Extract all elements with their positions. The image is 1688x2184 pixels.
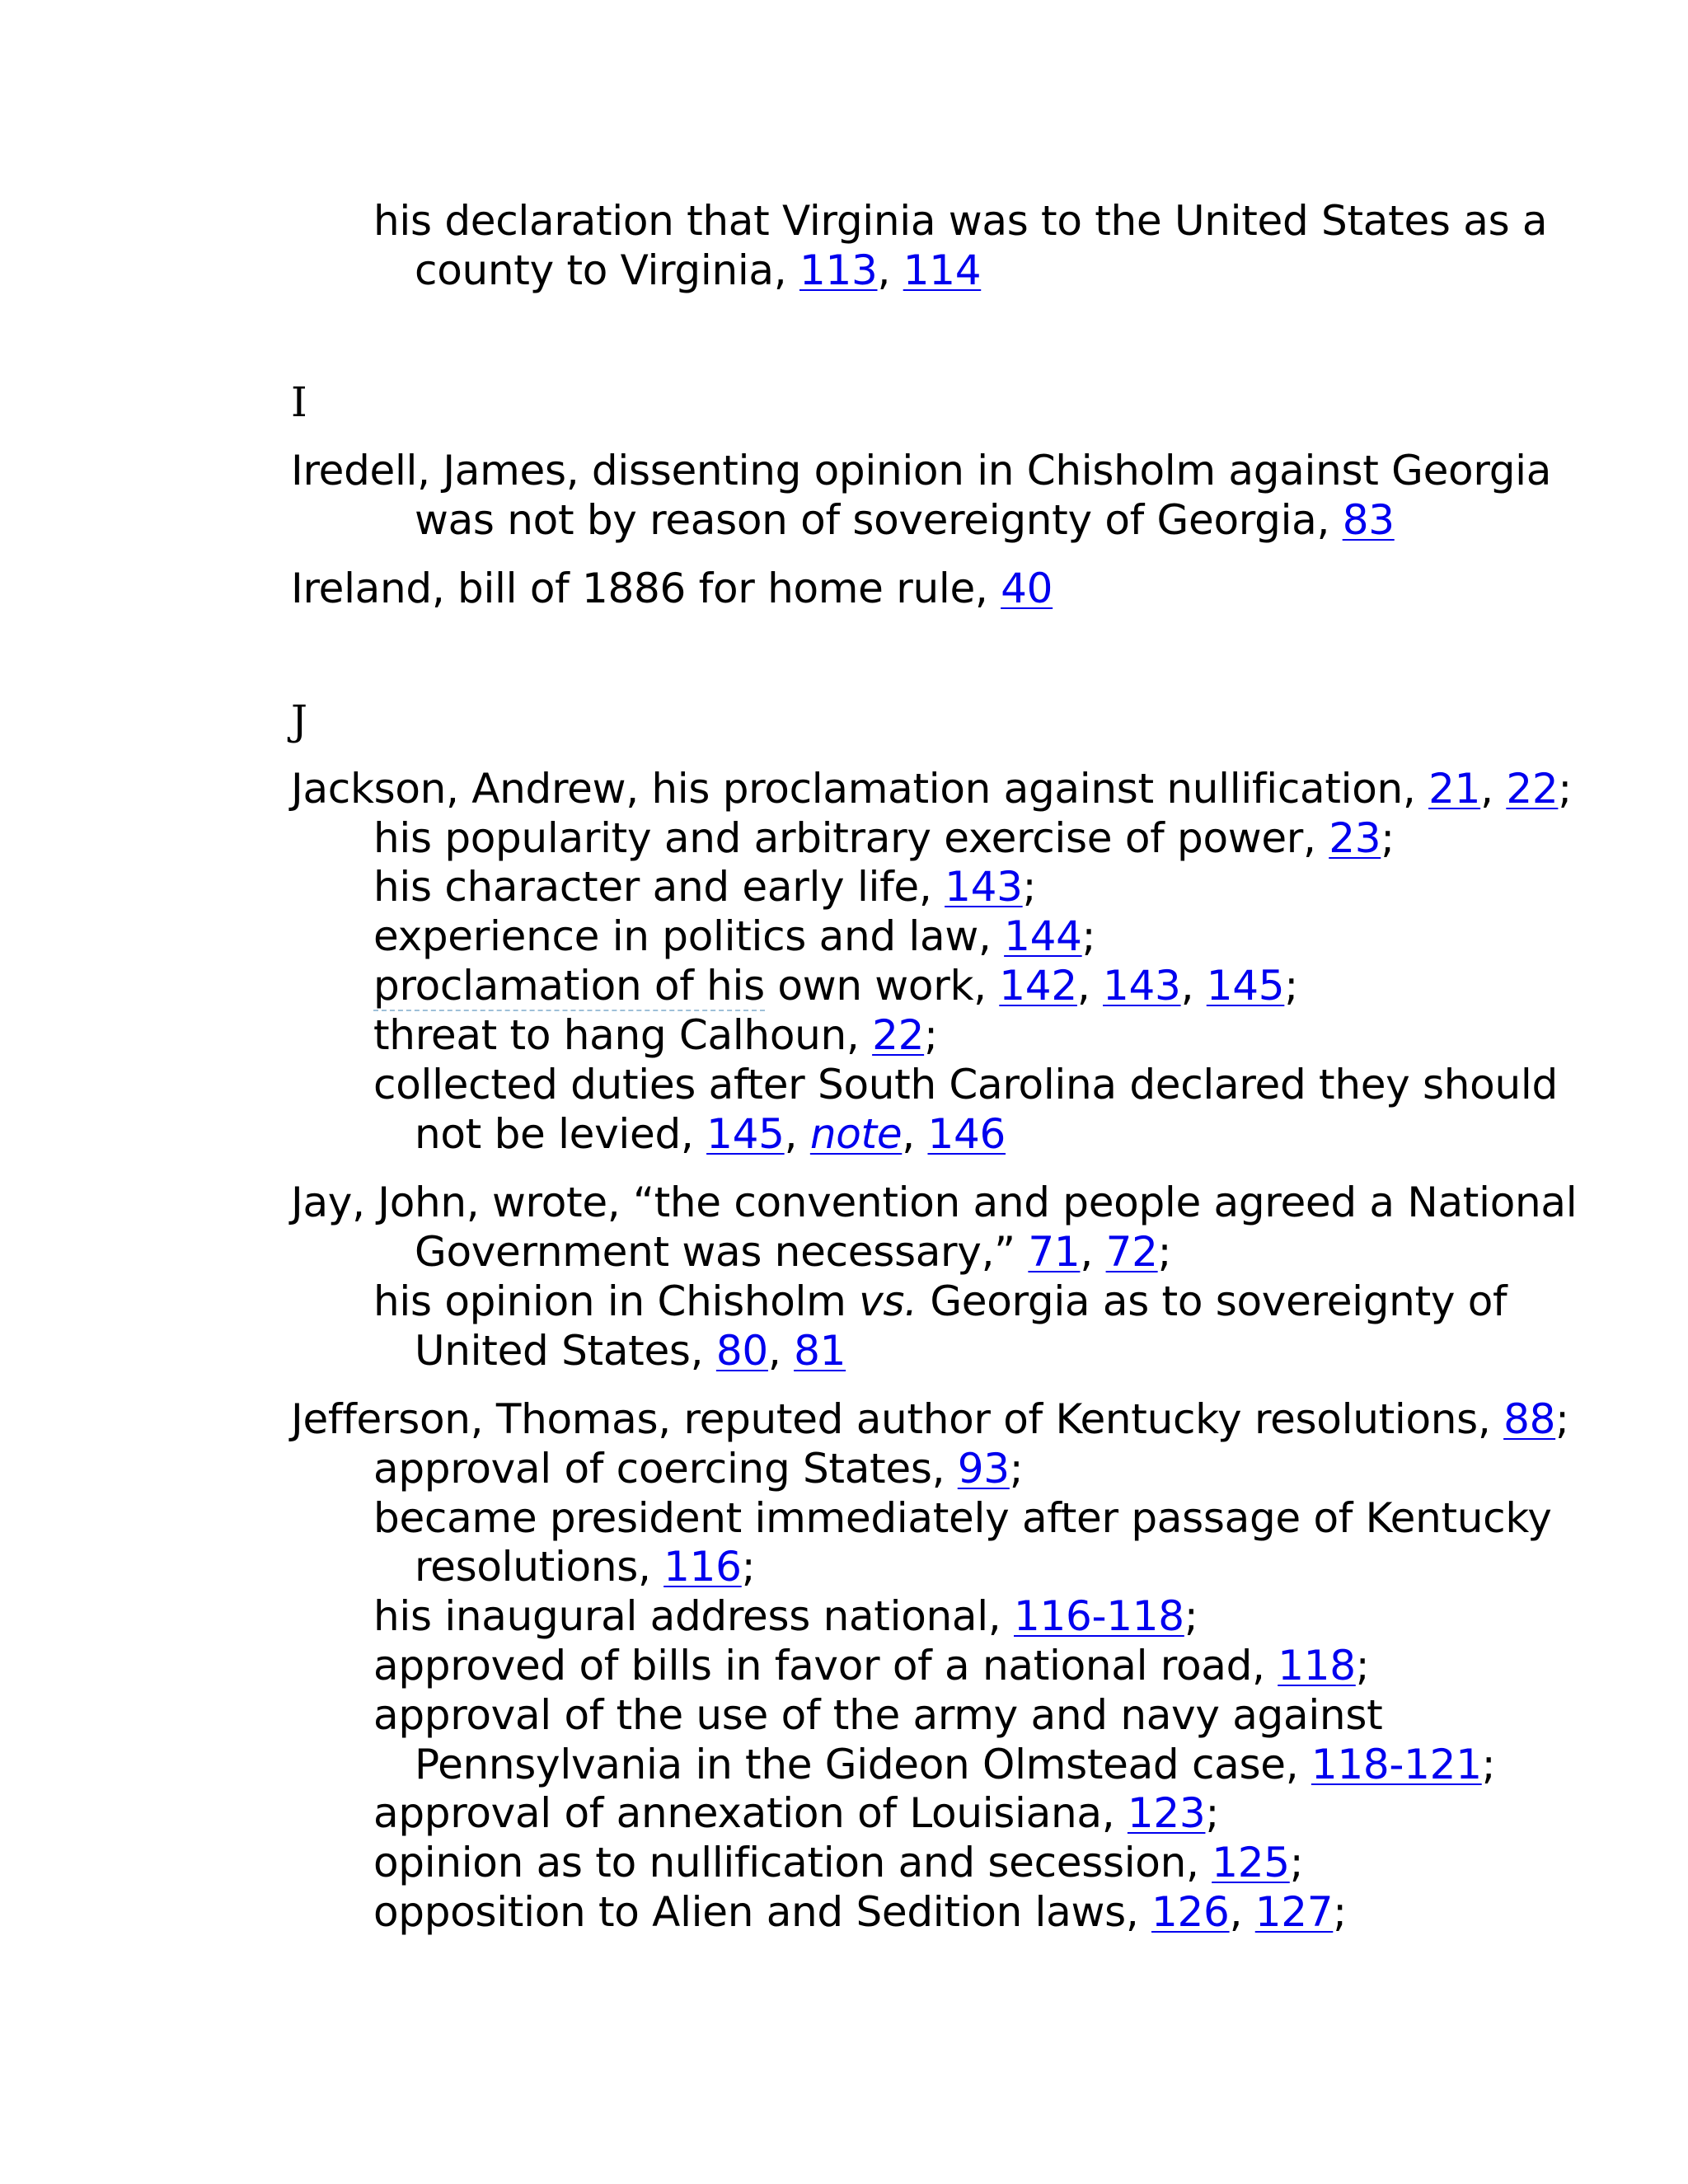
page-reference-link[interactable]: 83 [1342, 496, 1395, 544]
entry-text: proclamation of his [373, 962, 765, 1010]
page-reference-link[interactable]: 118-121 [1311, 1741, 1482, 1788]
index-subentry-line [373, 1444, 1023, 1493]
entry-text: , [902, 1110, 928, 1158]
entry-text: ; [1555, 1395, 1569, 1443]
entry-text: , [1076, 962, 1104, 1010]
entry-text: resolutions, [415, 1543, 664, 1591]
entry-text: ; [1289, 1839, 1304, 1886]
entry-text: ; [1558, 765, 1572, 813]
index-subentry-line [373, 813, 1395, 863]
entry-text: , [767, 1327, 795, 1375]
page-reference-link[interactable]: 142 [999, 962, 1077, 1010]
entry-text: threat to hang Calhoun, [373, 1011, 873, 1059]
page-reference-link[interactable]: 116 [663, 1543, 742, 1591]
index-entry [291, 764, 1572, 813]
entry-text: Ireland, bill of 1886 for home rule, [291, 565, 1001, 612]
page-reference-link[interactable]: 144 [1004, 912, 1082, 960]
index-subentry-line [415, 246, 981, 295]
entry-text: his opinion in Chisholm [373, 1277, 860, 1325]
page-reference-link[interactable]: 71 [1028, 1228, 1081, 1276]
page-reference-link[interactable]: 21 [1428, 765, 1481, 813]
entry-text: experience in politics and law, [373, 912, 1005, 960]
page-reference-link[interactable]: 114 [903, 246, 982, 294]
index-subentry-line [373, 1788, 1219, 1838]
index-subentry-line [373, 862, 1036, 912]
entry-text: approved of bills in favor of a national road, [373, 1642, 1278, 1690]
entry-text: Jay, John, wrote, “the convention and people agreed a National [291, 1179, 1578, 1226]
index-subentry-line [373, 1838, 1303, 1887]
entry-text: his inaugural address national, [373, 1592, 1014, 1640]
entry-text: Jackson, Andrew, his proclamation against nullification, [291, 765, 1429, 813]
entry-text: his declaration that Virginia was to the United States as a [373, 197, 1548, 245]
entry-text: approval of coercing States, [373, 1445, 958, 1493]
entry-text: Jefferson, Thomas, reputed author of Kentucky resolutions, [291, 1395, 1504, 1443]
entry-text: Government was necessary,” [415, 1228, 1029, 1276]
page-reference-link[interactable]: 143 [945, 863, 1023, 911]
entry-text: ; [1333, 1888, 1347, 1936]
section-letter-heading [291, 696, 307, 745]
entry-text: , [784, 1110, 810, 1158]
page-reference-link[interactable]: 125 [1212, 1839, 1290, 1886]
entry-text: ; [1284, 962, 1298, 1010]
page-reference-link[interactable]: 126 [1151, 1888, 1230, 1936]
entry-text: his popularity and arbitrary exercise of power, [373, 814, 1329, 862]
entry-text: ; [924, 1011, 938, 1059]
index-entry [291, 1394, 1569, 1444]
entry-text: Pennsylvania in the Gideon Olmstead case, [415, 1741, 1311, 1788]
entry-text: vs. [859, 1277, 917, 1325]
entry-text: ; [1184, 1592, 1198, 1640]
page-reference-link[interactable]: 118 [1278, 1642, 1356, 1690]
index-subentry-line [415, 1740, 1495, 1789]
entry-text: ; [1355, 1642, 1370, 1690]
entry-text: ; [1081, 912, 1096, 960]
index-subentry-line [415, 1109, 1006, 1159]
index-subentry-line [415, 495, 1395, 545]
entry-text: collected duties after South Carolina declared they should [373, 1061, 1558, 1108]
page-reference-link[interactable]: 93 [957, 1445, 1010, 1493]
entry-text: , [1229, 1888, 1255, 1936]
index-subentry-line [373, 1493, 1552, 1543]
entry-text: ; [1205, 1789, 1219, 1837]
index-entry [291, 1178, 1577, 1227]
entry-text: ; [1481, 1741, 1496, 1788]
index-entry [291, 564, 1053, 613]
entry-text: his character and early life, [373, 863, 945, 911]
page-reference-link[interactable]: 72 [1105, 1228, 1158, 1276]
page-reference-link[interactable]: 88 [1503, 1395, 1556, 1443]
entry-text: , [1480, 765, 1507, 813]
index-subentry-line [373, 1641, 1369, 1690]
entry-text: ; [1022, 863, 1037, 911]
entry-text: I [291, 378, 307, 426]
index-subentry-line [373, 1010, 938, 1060]
page-reference-link[interactable]: 80 [715, 1327, 768, 1375]
section-letter-heading [291, 377, 307, 427]
entry-text: , [1080, 1228, 1106, 1276]
entry-text: approval of annexation of Louisiana, [373, 1789, 1128, 1837]
entry-text: own work, [764, 962, 1000, 1010]
index-entry [291, 446, 1551, 495]
index-subentry-line [373, 961, 1298, 1010]
page-reference-link[interactable]: 22 [1506, 765, 1559, 813]
entry-text: Georgia as to sovereignty of [917, 1277, 1507, 1325]
index-subentry-line [415, 1326, 846, 1376]
index-subentry-line [415, 1227, 1171, 1277]
entry-text: county to Virginia, [415, 246, 799, 294]
entry-text: not be levied, [415, 1110, 707, 1158]
page-reference-link[interactable]: 23 [1329, 814, 1381, 862]
page-reference-link[interactable]: 145 [1206, 962, 1285, 1010]
index-subentry-line [373, 196, 1547, 246]
page-reference-link[interactable]: note [809, 1110, 903, 1158]
page-reference-link[interactable]: 146 [927, 1110, 1006, 1158]
entry-text: opinion as to nullification and secession, [373, 1839, 1212, 1886]
entry-text: J [291, 696, 307, 744]
entry-text: , [877, 246, 903, 294]
entry-text: ; [1009, 1445, 1024, 1493]
page-reference-link[interactable]: 81 [794, 1327, 846, 1375]
index-subentry-line [373, 1060, 1558, 1109]
page-reference-link[interactable]: 145 [706, 1110, 785, 1158]
index-subentry-line [373, 1690, 1382, 1740]
entry-text: ; [1381, 814, 1395, 862]
entry-text: Iredell, James, dissenting opinion in Chisholm against Georgia [291, 447, 1552, 494]
entry-text: approval of the use of the army and navy against [373, 1691, 1383, 1739]
page-reference-link[interactable]: 22 [872, 1011, 925, 1059]
entry-text: United States, [415, 1327, 716, 1375]
entry-text: ; [1157, 1228, 1172, 1276]
page-reference-link[interactable]: 40 [1001, 565, 1053, 612]
page-reference-link[interactable]: 127 [1254, 1888, 1334, 1936]
page-reference-link[interactable]: 123 [1127, 1789, 1206, 1837]
index-subentry-line [373, 1277, 1507, 1326]
index-subentry-line [373, 912, 1095, 961]
entry-text: opposition to Alien and Sedition laws, [373, 1888, 1152, 1936]
entry-text: became president immediately after passage of Kentucky [373, 1494, 1552, 1542]
page-reference-link[interactable]: 143 [1103, 962, 1181, 1010]
page-reference-link[interactable]: 113 [799, 246, 878, 294]
index-subentry-line [415, 1542, 755, 1591]
index-subentry-line [373, 1887, 1347, 1937]
entry-text: ; [741, 1543, 756, 1591]
entry-text: was not by reason of sovereignty of Georgia, [415, 496, 1343, 544]
page-reference-link[interactable]: 116-118 [1014, 1592, 1184, 1640]
index-subentry-line [373, 1591, 1198, 1641]
entry-text: , [1180, 962, 1207, 1010]
